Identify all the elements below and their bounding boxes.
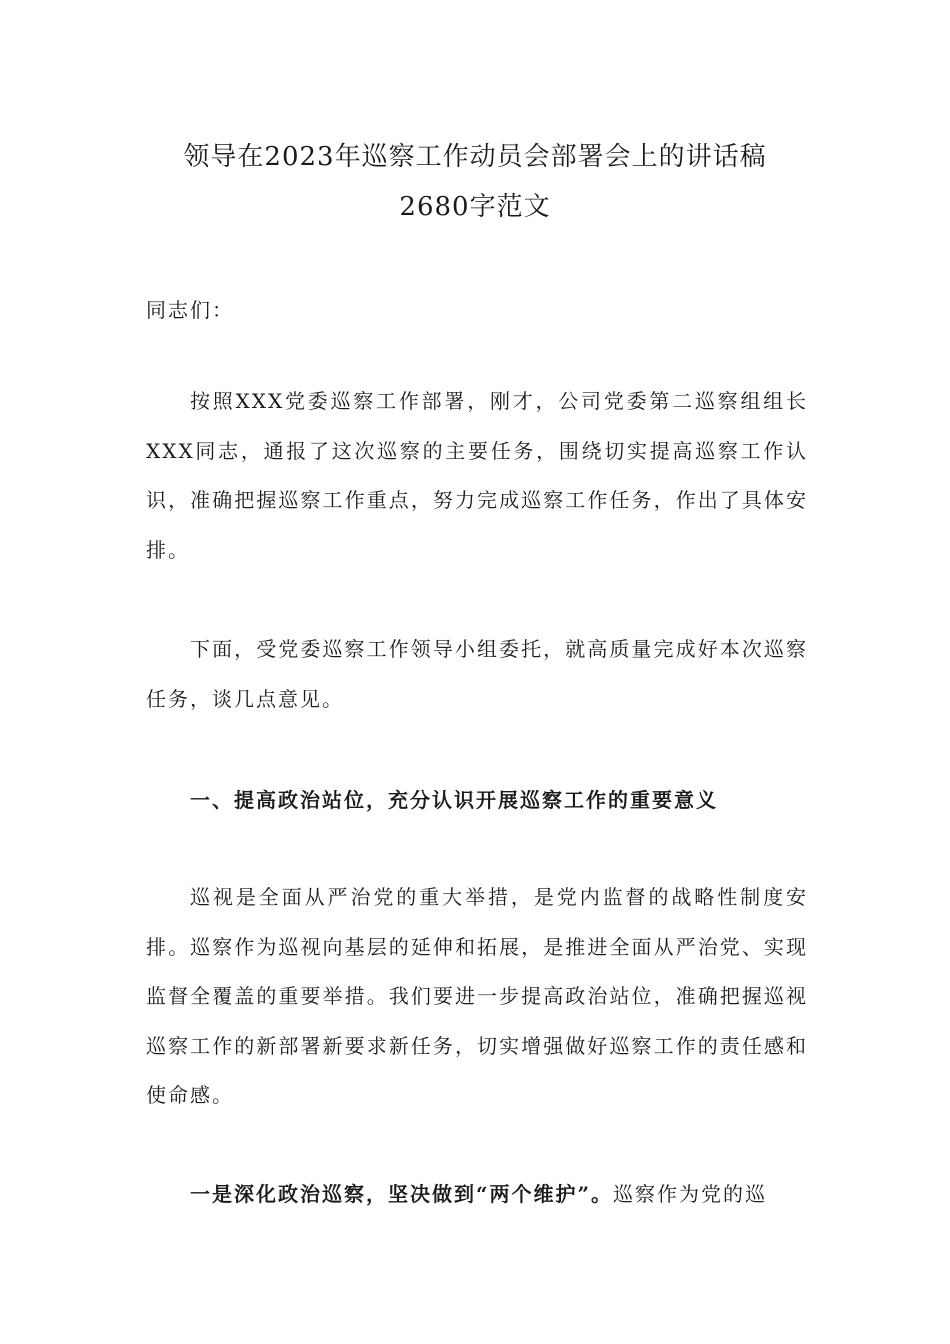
document-title-line2: 2680字范文 xyxy=(399,192,551,222)
paragraph-2: 下面，受党委巡察工作领导小组委托，就高质量完成好本次巡察任务，谈几点意见。 xyxy=(146,637,808,711)
paragraph-4 xyxy=(146,1170,808,1220)
document-title-line1: 领导在2023年巡察工作动员会部署会上的讲话稿 xyxy=(183,142,767,172)
paragraph-3: 巡视是全面从严治党的重大举措，是党内监督的战略性制度安排。巡察作为巡视向基层的延伸和拓展，是推进全面从严治党、实现监督全覆盖的重要举措。我们要进一步提高政治站位，准确把握巡视巡察工作的新部署新要求新任务，切实增强做好巡察工作的责任感和使命感。 xyxy=(146,885,808,1107)
section-heading-1: 一、提高政治站位，充分认识开展巡察工作的重要意义 xyxy=(190,788,718,812)
paragraph-4-lead: 一是深化政治巡察，坚决做到“两个维护”。 xyxy=(190,1182,614,1206)
paragraph-1: 按照XXX党委巡察工作部署，刚才，公司党委第二巡察组组长XXX同志，通报了这次巡察的主要任务，围绕切实提高巡察工作认识，准确把握巡察工作重点，努力完成巡察工作任务，作出了具体安排。 xyxy=(146,389,808,562)
salutation: 同志们： xyxy=(146,298,234,322)
paragraph-4-text: 巡察作为党的巡 xyxy=(613,1182,768,1206)
